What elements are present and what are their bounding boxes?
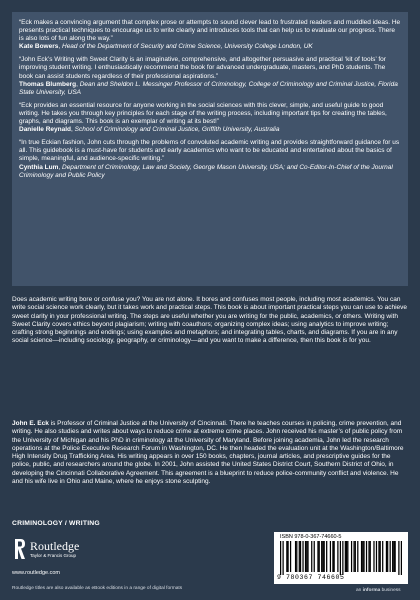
isbn-number: ISBN 978-0-367-74660-5 (280, 534, 342, 540)
routledge-logo-icon (12, 538, 26, 560)
barcode-bar (326, 541, 327, 572)
barcode-bar (332, 541, 333, 572)
publisher-tagline: Taylor & Francis Group (30, 553, 77, 558)
barcode-bar (317, 541, 318, 572)
barcode-bar (357, 541, 358, 572)
barcode-bar (353, 541, 354, 572)
barcode-bar (401, 541, 402, 575)
barcode-bar (362, 541, 363, 572)
barcode-bar (380, 541, 381, 572)
informa-imprint (356, 588, 401, 593)
barcode-bar (382, 541, 383, 572)
endorsement-quote: “In true Eckian fashion, John cuts through the problems of convoluted academic writing and provides straightforward guidance for us all. This guidebook is a must-have for students and early academics who want to be educated and entertained about the basics of simple, meaningful, and audience-specific writing.” (19, 139, 400, 163)
imprint-suffix: business (380, 588, 401, 593)
endorser-name: Kate Bowers (19, 43, 59, 51)
barcode-bar (351, 541, 352, 572)
endorser-affiliation: Dean and Sheldon L. Messinger Professor of Criminology, College of Criminology and Criminal Justice, Florida State University, USA (19, 80, 398, 96)
barcode-bar (392, 541, 393, 572)
barcode-bar (302, 541, 303, 572)
endorser-name: Cynthia Lum (19, 163, 59, 171)
barcode-bar (319, 541, 320, 572)
endorsement-author: Kate Bowers, Head of the Department of Security and Crime Science, University College London, UK (19, 43, 313, 51)
barcode-bar (370, 541, 371, 572)
author-name: John E. Eck (12, 420, 49, 427)
barcode-bar (282, 541, 283, 575)
barcode-bar (373, 541, 374, 572)
endorsement-author: Thomas Blumberg, Dean and Sheldon L. Messinger Professor of Criminology, College of Criminology and Criminal Justice, Florida State University, USA (19, 80, 398, 96)
imprint-brand: informa (362, 588, 381, 593)
barcode-bar (346, 541, 347, 572)
barcode-bar (296, 541, 297, 572)
barcode-bar (330, 541, 331, 572)
publisher-logo (12, 538, 152, 568)
barcode-bar (398, 541, 399, 575)
barcode-bar (361, 541, 362, 572)
barcode-bar (311, 541, 312, 572)
endorsements-panel (12, 12, 408, 286)
barcode-bar (321, 541, 322, 572)
barcode-bar (300, 541, 301, 572)
barcode-bar (287, 541, 288, 572)
barcode-bar (363, 541, 364, 572)
isbn-barcode (274, 532, 408, 584)
barcode-bar (324, 541, 325, 572)
barcode-bar (290, 541, 291, 572)
barcode-bar (286, 541, 287, 572)
endorsement (19, 19, 401, 51)
barcode-bar (395, 541, 396, 572)
barcode-bar (366, 541, 367, 572)
ebook-note: Routledge titles are also available as eBook editions in a range of digital formats (12, 586, 183, 591)
barcode-bar (393, 541, 394, 572)
endorsement-quote: “Eck makes a convincing argument that complex prose or attempts to sound clever lead to frustrated readers and muddled ideas. He presents practical techniques to encourage us to write clearly and introduces tools that can help us to evaluate our progress. There is also lots of fun along the way.” (19, 19, 401, 43)
endorser-affiliation: Department of Criminology, Law and Society, George Mason University, USA; and Co-Editor-In-Chief of the Journal Criminology and Public Policy (19, 163, 393, 179)
barcode-bar (347, 541, 348, 572)
endorser-affiliation: Head of the Department of Security and Crime Science, University College London, UK (62, 43, 313, 51)
barcode-bar (386, 541, 387, 572)
barcode-bar (390, 541, 391, 572)
barcode-bar (355, 541, 356, 572)
barcode-bar (376, 541, 377, 572)
barcode-bar (368, 541, 369, 572)
endorsement-author: Cynthia Lum, Department of Criminology, Law and Society, George Mason University, USA; and Co-Editor-In-Chief of the Journal Criminology and Public Policy (19, 163, 393, 179)
barcode-bar (337, 541, 338, 572)
author-bio (12, 420, 408, 486)
barcode-bar (305, 541, 306, 572)
endorsement (19, 102, 401, 134)
barcode-digits: 9 780367 746605 (277, 574, 345, 581)
barcode-bar (322, 541, 323, 572)
barcode-bar (378, 541, 379, 572)
endorser-name: Danielle Reynald (19, 126, 72, 134)
barcode-bar (334, 541, 335, 572)
endorser-name: Thomas Blumberg (19, 80, 77, 88)
barcode-bar (280, 541, 281, 575)
barcode-bar (387, 541, 388, 572)
endorsement-author: Danielle Reynald, School of Criminology and Criminal Justice, Griffith University, Australia (19, 126, 280, 134)
subject-category: CRIMINOLOGY / WRITING (12, 520, 100, 527)
barcode-bar (345, 541, 346, 572)
endorsement-quote: “Eck provides an essential resource for anyone working in the social sciences with this clever, simple, and useful guide to good writing. He takes you through key principles for each stage of the writing process, including important tips for creating the tables, graphs, and diagrams. This book is an exemplar of writing at its best!” (19, 101, 387, 126)
author-bio-text: is Professor of Criminal Justice at the University of Cincinnati. There he teaches courses in policing, crime prevention, and writing. He also studies and writes about ways to reduce crime at extreme crime places. John received his master’s of public policy from the University of Michigan and his PhD in criminology at the University of Maryland. Before joining academia, John led the research operations at the Police Executive Research Forum in Washington, DC. He then headed the evaluation unit at the Washington/Baltimore High Intensity Drug Trafficking Area. His writing appears in over 150 books, chapters, journal articles, and prescriptive guides for the police, public, and researchers around the globe. In 2001, John assisted the United States District Court, Southern District of Ohio, in developing the Cincinnati Collaborative Agreement. This agreement is a blueprint to reduce police-community conflict and violence. He and his wife live in Ohio and Maine, where he enjoys stone sculpting. (12, 420, 404, 486)
endorsement (19, 56, 401, 96)
barcode-bars (280, 541, 402, 575)
barcode-bar (342, 541, 343, 575)
barcode-bar (314, 541, 315, 572)
endorsement-quote: “John Eck’s Writing with Sweet Clarity is an imaginative, comprehensive, and altogether persuasive and practical ‘kit of tools’ for improving student writing. I enthusiastically recommend the book for advanced undergraduate, masters, and PhD students. The book can assist students regardless of their professional aspirations.” (19, 56, 386, 80)
publisher-url: www.routledge.com (12, 570, 60, 576)
barcode-bar (340, 541, 341, 575)
publisher-name: Routledge (30, 539, 80, 553)
book-description: Does academic writing bore or confuse you? You are not alone. It bores and confuses most people, including most academics. You can write social science work clearly, but it takes work and practical steps. This book is about important practical steps you can use to achieve sweet clarity in your professional writing. The steps are useful whether you are writing for the public, academics, or others. Writing with Sweet Clarity covers ethics beyond plagiarism; writing with coauthors; organizing complex ideas; using analytics to improve writing; crafting strong beginnings and endings; using examples and metaphors; and integrating tables, charts, and diagrams. If you are in any social science—including sociology, geography, or criminology—and you want to make a difference, then this book is for you. (12, 296, 407, 345)
barcode-bar (307, 541, 308, 572)
barcode-bar (299, 541, 300, 572)
barcode-bar (295, 541, 296, 572)
barcode-bar (306, 541, 307, 572)
endorsement (19, 139, 401, 179)
imprint-prefix: an (356, 588, 363, 593)
endorser-affiliation: School of Criminology and Criminal Justice, Griffith University, Australia (74, 126, 280, 134)
